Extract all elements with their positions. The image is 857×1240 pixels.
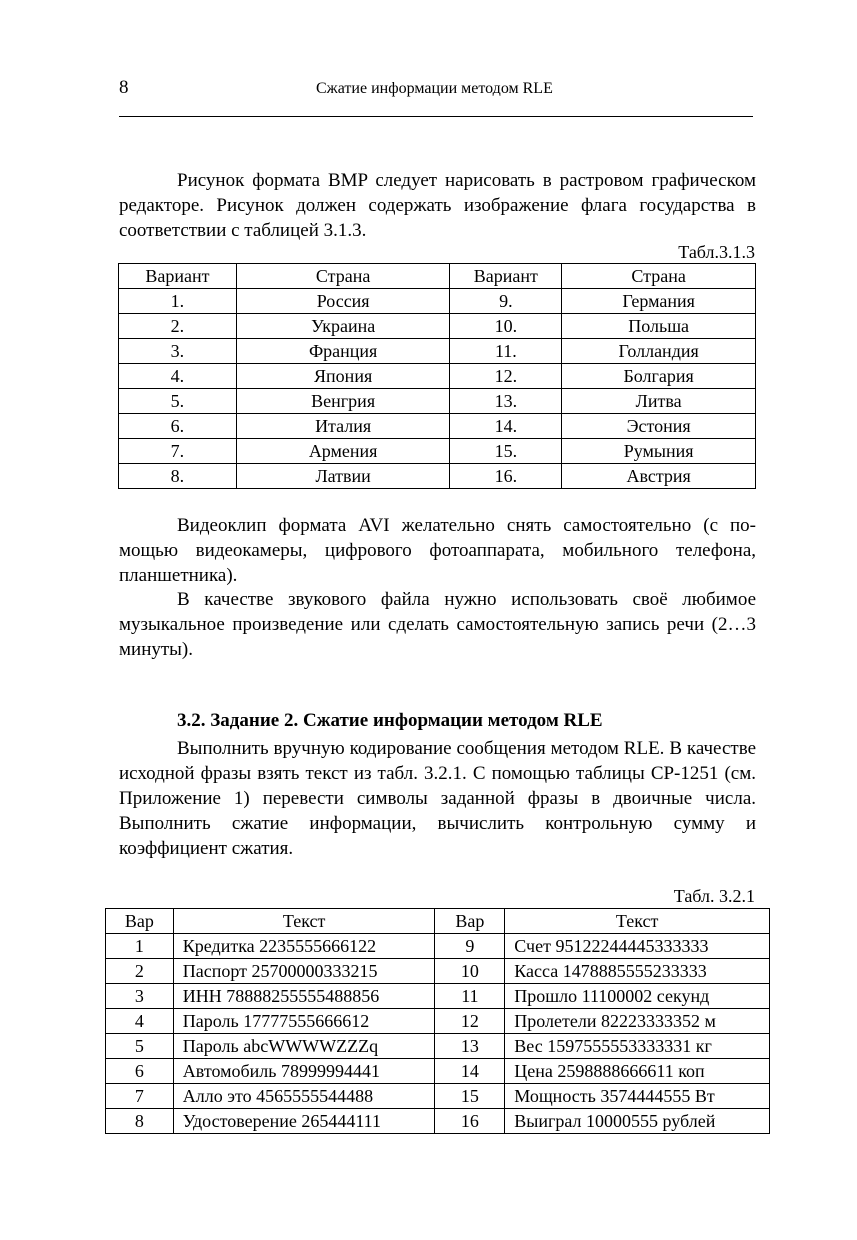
table-cell: Паспорт 25700000333215 (173, 959, 435, 984)
table-cell: Вес 1597555553333331 кг (505, 1034, 770, 1059)
table-cell: 5 (106, 1034, 174, 1059)
table-cell: 5. (119, 389, 237, 414)
table-cell: Австрия (562, 464, 756, 489)
page-number: 8 (119, 77, 129, 98)
table2-row (106, 984, 770, 1009)
table-cell: 14. (450, 414, 562, 439)
table-cell: 3 (106, 984, 174, 1009)
table-cell: 16 (435, 1109, 505, 1134)
header-cell: Вар (106, 909, 174, 934)
table1-row (119, 339, 756, 364)
table1-caption: Табл.3.1.3 (678, 242, 755, 262)
table-cell: 15. (450, 439, 562, 464)
table-cell: 2 (106, 959, 174, 984)
table-cell: 13 (435, 1034, 505, 1059)
header-cell: Страна (236, 264, 450, 289)
table1-row (119, 314, 756, 339)
paragraph-task2: Выполнить вручную кодирование сообщения методом RLE. В качестве исходной фразы взять текст из табл. 3.2.1. С помощью таблицы CP-1251 (см. Приложение 1) перевести символы заданной фразы в двоичные числа. Выполнить сжатие информации, вычислить контрольную сумму и коэффициент сжатия. (119, 738, 756, 859)
table1-row (119, 364, 756, 389)
header-cell: Текст (505, 909, 770, 934)
table2-header-row (106, 909, 770, 934)
table2-row (106, 1034, 770, 1059)
table2-row (106, 1109, 770, 1134)
table-cell: Автомобиль 78999994441 (173, 1059, 435, 1084)
table-cell: 10. (450, 314, 562, 339)
table-cell: Эстония (562, 414, 756, 439)
table-cell: 11 (435, 984, 505, 1009)
table-cell: 6 (106, 1059, 174, 1084)
table-countries (118, 263, 756, 489)
table-cell: 12 (435, 1009, 505, 1034)
table-cell: 9 (435, 934, 505, 959)
table-cell: 14 (435, 1059, 505, 1084)
table-cell: 4 (106, 1009, 174, 1034)
table-cell: 4. (119, 364, 237, 389)
table-cell: Касса 1478885555233333 (505, 959, 770, 984)
table-cell: Мощность 3574444555 Вт (505, 1084, 770, 1109)
section-title: 3.2. Задание 2. Сжатие информации методом RLE (177, 710, 603, 731)
table-cell: 2. (119, 314, 237, 339)
table2-row (106, 1059, 770, 1084)
table-cell: Счет 95122244445333333 (505, 934, 770, 959)
table2-row (106, 1084, 770, 1109)
table-cell: 12. (450, 364, 562, 389)
table1-header-row (119, 264, 756, 289)
table-cell: 8. (119, 464, 237, 489)
header-cell: Вариант (119, 264, 237, 289)
table-cell: Россия (236, 289, 450, 314)
table-cell: Пароль abcWWWWZZZq (173, 1034, 435, 1059)
table-cell: Румыния (562, 439, 756, 464)
table-cell: Пароль 17777555666612 (173, 1009, 435, 1034)
table-cell: Германия (562, 289, 756, 314)
table-cell: Цена 2598888666611 коп (505, 1059, 770, 1084)
table-cell: Япония (236, 364, 450, 389)
table-cell: 1. (119, 289, 237, 314)
running-title: Сжатие информации методом RLE (316, 80, 553, 97)
table-cell: ИНН 78888255555488856 (173, 984, 435, 1009)
table-cell: 7 (106, 1084, 174, 1109)
table-cell: Латвии (236, 464, 450, 489)
paragraph-audio: В качестве звукового файла нужно использовать своё любимое музыкальное произведение или сделать самостоятельную запись речи (2…3 минуты). (119, 589, 756, 660)
table2-row (106, 1009, 770, 1034)
table-cell: 7. (119, 439, 237, 464)
table-cell: 11. (450, 339, 562, 364)
table1-row (119, 439, 756, 464)
table-cell: Италия (236, 414, 450, 439)
table2-row (106, 934, 770, 959)
table1-row (119, 289, 756, 314)
table1-row (119, 464, 756, 489)
header-cell: Вар (435, 909, 505, 934)
table-cell: 9. (450, 289, 562, 314)
table-cell: 15 (435, 1084, 505, 1109)
table-cell: 6. (119, 414, 237, 439)
table-cell: Выиграл 10000555 рублей (505, 1109, 770, 1134)
table-cell: Литва (562, 389, 756, 414)
table-cell: 10 (435, 959, 505, 984)
table-cell: Франция (236, 339, 450, 364)
table-cell: 8 (106, 1109, 174, 1134)
header-cell: Страна (562, 264, 756, 289)
table-cell: Пролетели 82223333352 м (505, 1009, 770, 1034)
table-cell: Удостоверение 265444111 (173, 1109, 435, 1134)
paragraph-avi: Видеоклип формата AVI желательно снять самостоятельно (с помощью видеокамеры, цифрового фотоаппарата, мобильного телефона, планшетника). (119, 515, 756, 586)
table1-row (119, 414, 756, 439)
table-cell: Алло это 4565555544488 (173, 1084, 435, 1109)
table-cell: Венгрия (236, 389, 450, 414)
table-cell: Болгария (562, 364, 756, 389)
paragraph-bmp: Рисунок формата BMP следует нарисовать в растровом графическом редакторе. Рисунок должен содержать изображение флага государства в соответствии с таблицей 3.1.3. (119, 170, 756, 241)
table-cell: 3. (119, 339, 237, 364)
table2-caption: Табл. 3.2.1 (673, 886, 755, 906)
table-cell: Прошло 11100002 секунд (505, 984, 770, 1009)
table-cell: Украина (236, 314, 450, 339)
table2-row (106, 959, 770, 984)
table-cell: Армения (236, 439, 450, 464)
header-divider (119, 116, 753, 117)
header-cell: Текст (173, 909, 435, 934)
table1-row (119, 389, 756, 414)
table-messages (105, 908, 770, 1134)
table-cell: Голландия (562, 339, 756, 364)
table-cell: 13. (450, 389, 562, 414)
table-cell: Польша (562, 314, 756, 339)
header-cell: Вариант (450, 264, 562, 289)
table-cell: 16. (450, 464, 562, 489)
table-cell: 1 (106, 934, 174, 959)
table-cell: Кредитка 2235555666122 (173, 934, 435, 959)
